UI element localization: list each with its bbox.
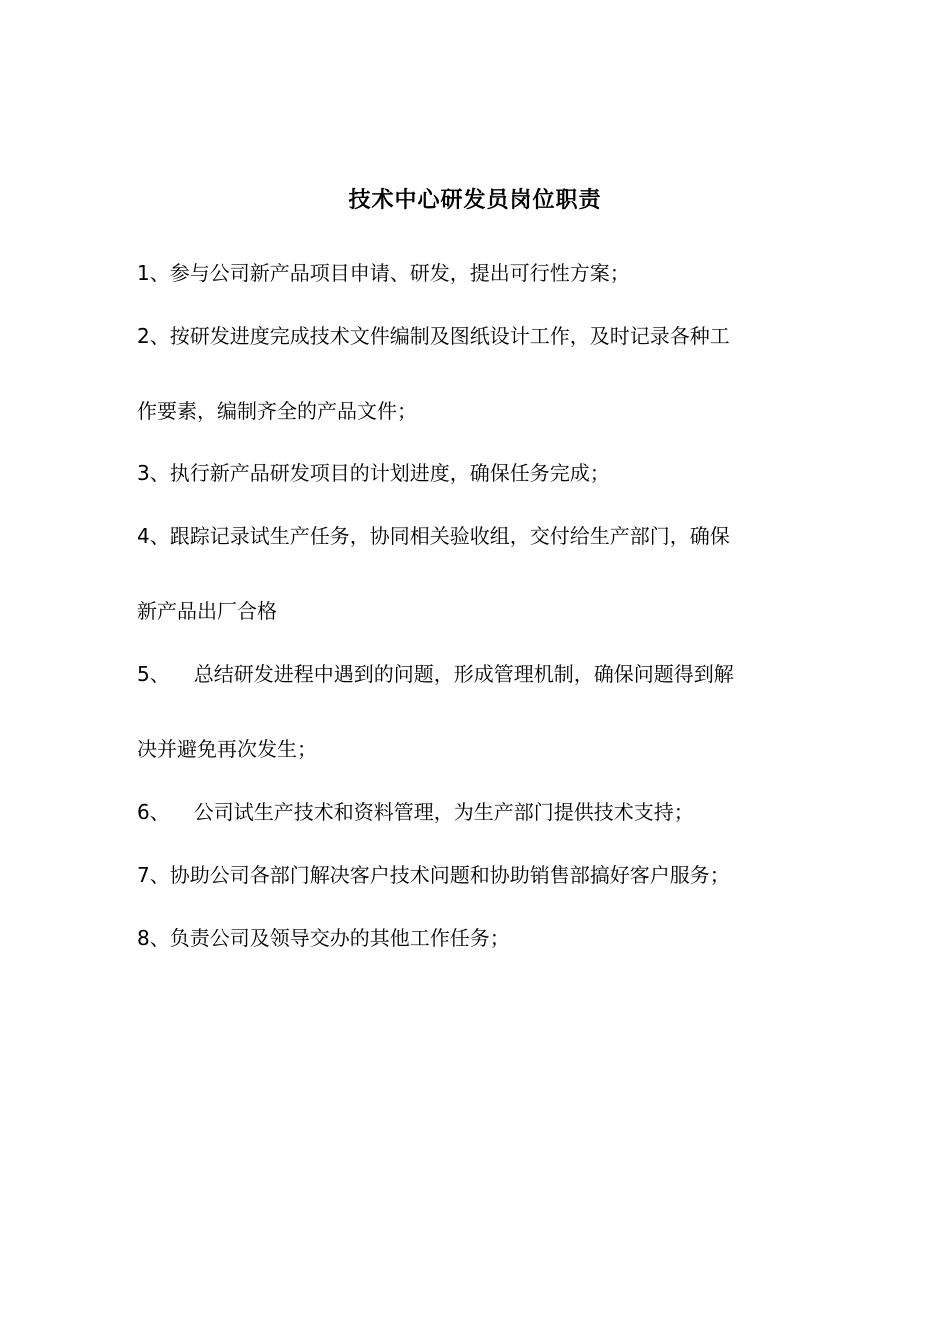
duty-item-5-continuation: 决并避免再次发生； bbox=[137, 737, 317, 761]
item-number: 6、 bbox=[137, 800, 170, 824]
duty-item-4 bbox=[137, 522, 730, 550]
item-text: 负责公司及领导交办的其他工作任务； bbox=[169, 926, 510, 950]
document-title: 技术中心研发员岗位职责 bbox=[348, 188, 602, 213]
duty-item-3 bbox=[137, 459, 610, 487]
duty-item-4-continuation: 新产品出厂合格 bbox=[137, 599, 277, 623]
item-text: 跟踪记录试生产任务，协同相关验收组，交付给生产部门，确保 bbox=[169, 524, 730, 548]
item-text: 总结研发进程中遇到的问题，形成管理机制，确保问题得到解 bbox=[193, 662, 734, 686]
item-number: 1、 bbox=[137, 261, 170, 285]
item-number: 4、 bbox=[137, 524, 170, 548]
duty-item-8 bbox=[137, 924, 510, 952]
item-text: 公司试生产技术和资料管理，为生产部门提供技术支持； bbox=[193, 800, 694, 824]
duty-item-2 bbox=[137, 322, 730, 350]
item-text: 协助公司各部门解决客户技术问题和协助销售部搞好客户服务； bbox=[169, 863, 730, 887]
item-number: 8、 bbox=[137, 926, 170, 950]
item-text: 执行新产品研发项目的计划进度，确保任务完成； bbox=[169, 461, 610, 485]
duty-item-7 bbox=[137, 861, 730, 889]
item-number: 3、 bbox=[137, 461, 170, 485]
duty-item-6 bbox=[137, 798, 694, 826]
duty-item-2-continuation: 作要素，编制齐全的产品文件； bbox=[137, 399, 417, 423]
item-text: 参与公司新产品项目申请、研发，提出可行性方案； bbox=[169, 261, 630, 285]
item-number: 7、 bbox=[137, 863, 170, 887]
item-number: 5、 bbox=[137, 662, 170, 686]
duty-item-1 bbox=[137, 259, 630, 287]
item-number: 2、 bbox=[137, 324, 170, 348]
item-text: 按研发进度完成技术文件编制及图纸设计工作，及时记录各种工 bbox=[169, 324, 730, 348]
duty-item-5 bbox=[137, 660, 734, 688]
